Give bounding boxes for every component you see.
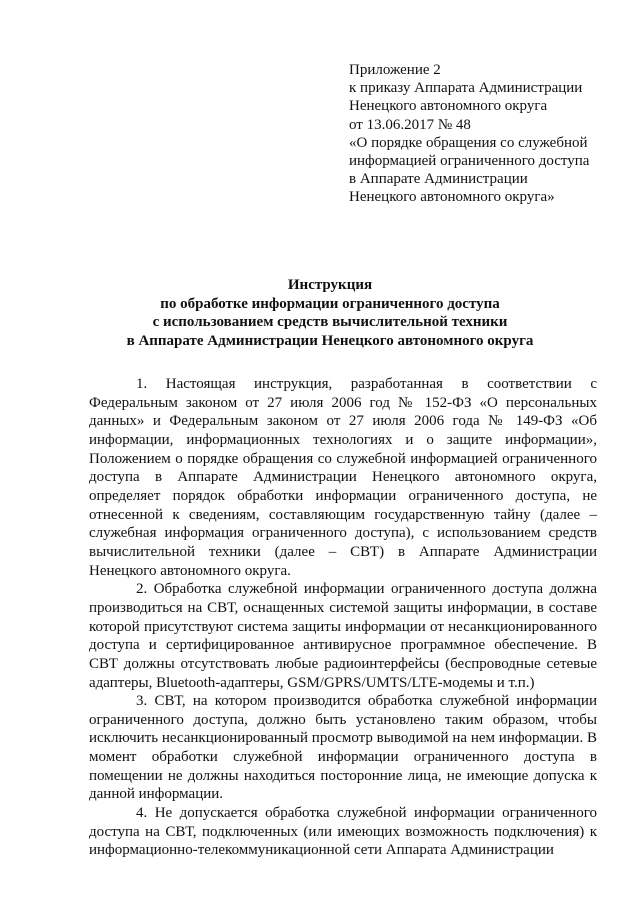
paragraph-2: 2. Обработка служебной информации ограниченного доступа должна производиться на СВТ, оснащенных системой защиты информации, в составе которой присутствуют система защиты информации от несанкционированного доступа и сертифицированное антивирусное программное обеспечение. В СВТ должны отсутствовать любые радиоинтерфейсы (беспроводные сетевые адаптеры, Bluetooth-адаптеры, GSM/GPRS/UMTS/LTE-модемы и т.п.) (89, 581, 597, 691)
document-body (89, 375, 597, 860)
appendix-line: Ненецкого автономного округа (349, 98, 548, 115)
appendix-header (349, 61, 609, 207)
appendix-line: в Аппарате Администрации (349, 171, 528, 188)
appendix-line: к приказу Аппарата Администрации (349, 80, 583, 97)
appendix-line: информацией ограниченного доступа (349, 153, 590, 170)
paragraph-4: 4. Не допускается обработка служебной информации ограниченного доступа на СВТ, подключенных (или имеющих возможность подключения) к информационно-телекоммуникационной сети Аппарата Администрации (89, 805, 597, 859)
title-line: в Аппарате Администрации Ненецкого автономного округа (126, 332, 534, 349)
title-line: Инструкция (287, 277, 373, 293)
title-line: с использованием средств вычислительной техники (152, 314, 508, 331)
appendix-line: от 13.06.2017 № 48 (349, 116, 471, 133)
document-title (60, 276, 600, 350)
paragraph-3: 3. СВТ, на котором производится обработка служебной информации ограниченного доступа, должно быть установлено таким образом, чтобы исключить несанкционированный просмотр выводимой на нем информации. В момент обработки служебной информации ограниченного доступа в помещении не должны находиться посторонние лица, не имеющие допуска к данной информации. (89, 693, 597, 803)
paragraph-1: 1. Настоящая инструкция, разработанная в соответствии с Федеральным законом от 27 июля 2006 год № 152-ФЗ «О персональных данных» и Федеральным законом от 27 июля 2006 года № 149-ФЗ «Об информации, информационных технологиях и о защите информации», Положением о порядке обращения со служебной информацией ограниченного доступа в Аппарате Администрации Ненецкого автономного округа, определяет порядок обработки информации ограниченного доступа, не отнесенной к сведениям, составляющим государственную тайну (далее – служебная информация ограниченного доступа), с использованием средств вычислительной техники (далее – СВТ) в Аппарате Администрации Ненецкого автономного округа. (89, 376, 597, 579)
title-line: по обработке информации ограниченного доступа (160, 295, 500, 312)
appendix-line: Приложение 2 (349, 62, 441, 78)
appendix-line: «О порядке обращения со служебной (349, 134, 588, 151)
appendix-line: Ненецкого автономного округа» (349, 189, 555, 206)
